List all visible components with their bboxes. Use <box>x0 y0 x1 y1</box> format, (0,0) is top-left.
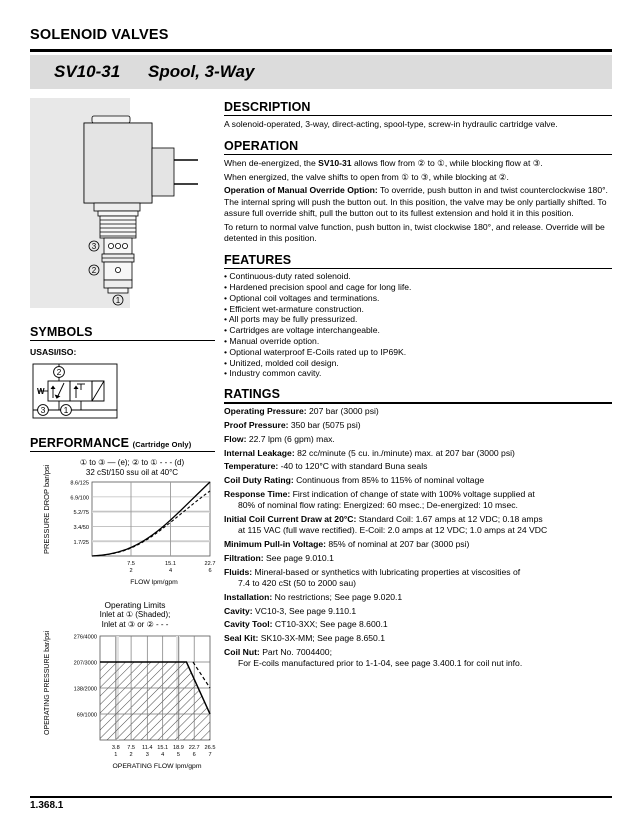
rating-continuation: at 115 VAC (full wave rectified). E-Coil: 2.0 amps at 12 VDC; 1.0 amps at 24 VDC <box>238 525 548 536</box>
operating-limits-title: Operating Limits <box>104 600 166 610</box>
svg-text:3: 3 <box>40 405 46 415</box>
svg-text:7.5: 7.5 <box>127 561 135 567</box>
rating-row <box>224 539 612 550</box>
rating-row <box>224 406 612 417</box>
rating-label: Coil Duty Rating: <box>224 475 294 486</box>
page-category-title: SOLENOID VALVES <box>30 27 169 43</box>
rating-row <box>224 567 612 590</box>
rating-label: Installation: <box>224 591 273 602</box>
rating-value: Continuous from 85% to 115% of nominal voltage <box>293 475 485 486</box>
rating-value: SK10-3X-MM; See page 8.650.1 <box>258 633 385 644</box>
list-item: • Hardened precision spool and cage for long life. <box>224 282 412 293</box>
rating-value: Part No. 7004400; <box>259 647 332 657</box>
list-item: • Cartridges are voltage interchangeable. <box>224 325 380 336</box>
svg-text:5.2/75: 5.2/75 <box>73 510 89 517</box>
svg-text:1: 1 <box>63 405 69 415</box>
performance-chart-plot <box>30 478 220 596</box>
svg-text:22.7: 22.7 <box>188 745 200 751</box>
list-item: • Industry common cavity. <box>224 368 322 379</box>
svg-text:7: 7 <box>208 752 212 758</box>
operation-paragraph-2: When energized, the valve shifts to open from ① to ③, while blocking at ②. <box>224 171 509 182</box>
performance-heading-text: PERFORMANCE <box>30 436 130 450</box>
rating-continuation: 7.4 to 420 cSt (50 to 2000 sau) <box>238 578 357 589</box>
performance-heading-note: (Cartridge Only) <box>132 440 192 449</box>
svg-text:11.4: 11.4 <box>142 745 153 751</box>
list-item: • Continuous-duty rated solenoid. <box>224 271 351 282</box>
svg-text:2: 2 <box>56 367 62 377</box>
performance-chart-title: ① to ③ — (e); ② to ① - - - (d) <box>79 458 185 467</box>
svg-text:6: 6 <box>208 568 212 574</box>
rating-row <box>224 475 612 486</box>
svg-text:OPERATING FLOW lpm/gpm: OPERATING FLOW lpm/gpm <box>112 763 202 770</box>
svg-text:138/2000: 138/2000 <box>73 686 97 693</box>
rating-row <box>224 434 612 445</box>
features-heading: FEATURES <box>224 252 292 267</box>
svg-text:1: 1 <box>115 296 121 305</box>
manual-override-label: Operation of Manual Override Option: <box>224 185 378 196</box>
list-item: • All ports may be fully pressurized. <box>224 314 358 325</box>
svg-text:18.9: 18.9 <box>172 745 184 751</box>
rating-value: No restrictions; See page 9.020.1 <box>272 591 403 602</box>
operation-rule <box>224 154 612 155</box>
usasi-iso-symbol-diagram <box>30 358 122 420</box>
rating-row <box>224 619 612 630</box>
rating-value: See page 9.010.1 <box>263 552 334 563</box>
list-item: • Efficient wet-armature construction. <box>224 303 364 314</box>
rating-row <box>224 647 612 670</box>
rating-label: Internal Leakage: <box>224 447 295 458</box>
features-section <box>224 253 612 379</box>
footer-rule <box>30 796 612 798</box>
symbols-section <box>30 325 215 357</box>
svg-text:8.6/125: 8.6/125 <box>70 480 89 487</box>
ratings-rule <box>224 402 612 403</box>
model-number: SV10-31 <box>54 62 121 81</box>
op-p1-c: allows flow from ② to ①, while blocking flow at ③. <box>351 157 543 168</box>
rating-value: 350 bar (5075 psi) <box>288 419 361 430</box>
svg-text:1: 1 <box>114 752 118 758</box>
valve-cross-section-drawing <box>30 98 220 310</box>
svg-text:3.8: 3.8 <box>111 745 120 751</box>
ratings-heading: RATINGS <box>224 387 281 402</box>
rating-label: Minimum Pull-in Voltage: <box>224 539 327 550</box>
rating-label: Seal Kit: <box>224 633 259 644</box>
rating-value: 207 bar (3000 psi) <box>306 406 379 417</box>
rating-label: Cavity: <box>224 605 253 616</box>
rating-label: Proof Pressure: <box>224 419 289 430</box>
description-body: A solenoid-operated, 3-way, direct-acting, spool-type, screw-in hydraulic cartridge valve. <box>224 118 558 129</box>
performance-rule <box>30 451 215 452</box>
rating-label: Coil Nut: <box>224 647 260 657</box>
rating-label: Operating Pressure: <box>224 406 307 417</box>
operating-limits-subtitle-1: Inlet at ① (Shaded); <box>99 610 171 619</box>
rating-row <box>224 489 612 512</box>
svg-text:7.5: 7.5 <box>127 745 135 751</box>
svg-text:6.9/100: 6.9/100 <box>70 495 89 502</box>
svg-text:26.5: 26.5 <box>204 745 216 751</box>
list-item: • Manual override option. <box>224 336 320 347</box>
operating-limits-subtitle-2: Inlet at ③ or ② - - - <box>101 620 169 629</box>
rating-label: Filtration: <box>224 552 264 563</box>
svg-text:W: W <box>37 387 45 396</box>
rating-row <box>224 461 612 472</box>
rating-row <box>224 633 612 644</box>
rating-row <box>224 420 612 431</box>
svg-text:FLOW lpm/gpm: FLOW lpm/gpm <box>130 579 178 586</box>
performance-chart-ylabel: PRESSURE DROP bar/psi <box>42 464 51 554</box>
svg-text:22.7: 22.7 <box>204 561 216 567</box>
features-rule <box>224 268 612 269</box>
rating-label: Cavity Tool: <box>224 619 273 630</box>
description-heading: DESCRIPTION <box>224 100 311 114</box>
svg-text:4: 4 <box>168 568 173 574</box>
symbols-heading: SYMBOLS <box>30 325 93 339</box>
svg-text:3: 3 <box>91 242 97 251</box>
svg-text:2: 2 <box>91 266 97 275</box>
svg-text:69/1000: 69/1000 <box>76 712 97 719</box>
svg-text:6: 6 <box>192 752 196 758</box>
rating-row <box>224 514 612 537</box>
op-p1-a: When de-energized, the <box>224 157 319 168</box>
performance-section <box>30 436 215 454</box>
rating-value: 85% of nominal at 207 bar (3000 psi) <box>326 539 470 550</box>
rating-row <box>224 606 612 617</box>
list-item: • Optional coil voltages and terminations. <box>224 292 380 303</box>
svg-text:15.1: 15.1 <box>165 561 176 567</box>
rating-row <box>224 592 612 603</box>
operating-limits-ylabel: OPERATING PRESSURE bar/psi <box>44 630 51 735</box>
rating-continuation: 80% of nominal flow rating: Energized: 60 msec.; De-energized: 10 msec. <box>238 500 518 511</box>
rating-label: Fluids: <box>224 566 253 577</box>
operating-limits-plot <box>30 630 220 775</box>
rating-continuation: For E-coils manufactured prior to 1-1-04, see page 3.400.1 for coil nut info. <box>238 658 523 669</box>
svg-text:3.4/50: 3.4/50 <box>73 525 89 531</box>
header-rule <box>30 49 612 52</box>
operation-paragraph-1 <box>224 158 612 169</box>
performance-chart-subtitle: 32 cSt/150 ssu oil at 40°C <box>85 468 179 477</box>
operation-heading: OPERATION <box>224 139 299 154</box>
rating-label: Temperature: <box>224 461 279 472</box>
rating-row <box>224 448 612 459</box>
svg-text:207/3000: 207/3000 <box>73 660 97 667</box>
symbols-standard-label: USASI/ISO: <box>30 347 77 358</box>
rating-label: Response Time: <box>224 488 291 499</box>
operating-limits-chart <box>30 600 220 790</box>
description-section <box>224 100 612 130</box>
svg-text:2: 2 <box>129 752 133 758</box>
rating-value: 82 cc/minute (5 cu. in./minute) max. at 207 bar (3000 psi) <box>294 447 515 458</box>
rating-value: Standard Coil: 1.67 amps at 12 VDC; 0.18 amps <box>356 514 543 525</box>
operation-section <box>224 139 612 244</box>
manual-override-body: To override, push button in and twist counterclockwise 180°. The internal spring will push the button out. In this position, the valve may be only partially shifted. To assure full override shift, pull the button out to its fullest extension and hold it in this position. <box>224 185 608 218</box>
svg-text:2: 2 <box>129 568 133 574</box>
symbols-rule <box>30 340 215 341</box>
svg-text:5: 5 <box>176 752 180 758</box>
list-item: • Unitized, molded coil design. <box>224 357 339 368</box>
performance-chart <box>30 458 220 598</box>
operation-paragraph-4: To return to normal valve function, push button in, twist clockwise 180°, and release. Override will be detented in this position. <box>224 221 605 243</box>
rating-value: 22.7 lpm (6 gpm) max. <box>246 433 335 444</box>
rating-value: CT10-3XX; See page 8.600.1 <box>272 619 388 630</box>
model-banner <box>30 55 612 89</box>
ratings-section <box>224 387 612 669</box>
model-description: Spool, 3-Way <box>148 62 255 81</box>
op-p1-model: SV10-31 <box>318 157 352 168</box>
svg-text:276/4000: 276/4000 <box>73 634 97 641</box>
operation-paragraph-3 <box>224 185 612 219</box>
rating-value: Mineral-based or synthetics with lubricating properties at viscosities of <box>252 566 521 577</box>
performance-heading <box>30 436 215 451</box>
rating-label: Flow: <box>224 433 247 444</box>
svg-text:4: 4 <box>161 752 165 758</box>
description-rule <box>224 115 612 116</box>
svg-text:3: 3 <box>145 752 149 758</box>
rating-value: VC10-3, See page 9.110.1 <box>252 605 357 616</box>
features-list <box>224 271 612 379</box>
rating-value: -40 to 120°C with standard Buna seals <box>278 461 428 472</box>
right-text-column <box>224 100 612 670</box>
rating-label: Initial Coil Current Draw at 20°C: <box>224 514 357 525</box>
list-item: • Optional waterproof E-Coils rated up to IP69K. <box>224 346 407 357</box>
svg-text:1.7/25: 1.7/25 <box>73 539 89 546</box>
page-number: 1.368.1 <box>30 800 64 811</box>
rating-value: First indication of change of state with 100% voltage supplied at <box>290 488 535 499</box>
rating-row <box>224 553 612 564</box>
svg-text:15.1: 15.1 <box>157 745 169 751</box>
